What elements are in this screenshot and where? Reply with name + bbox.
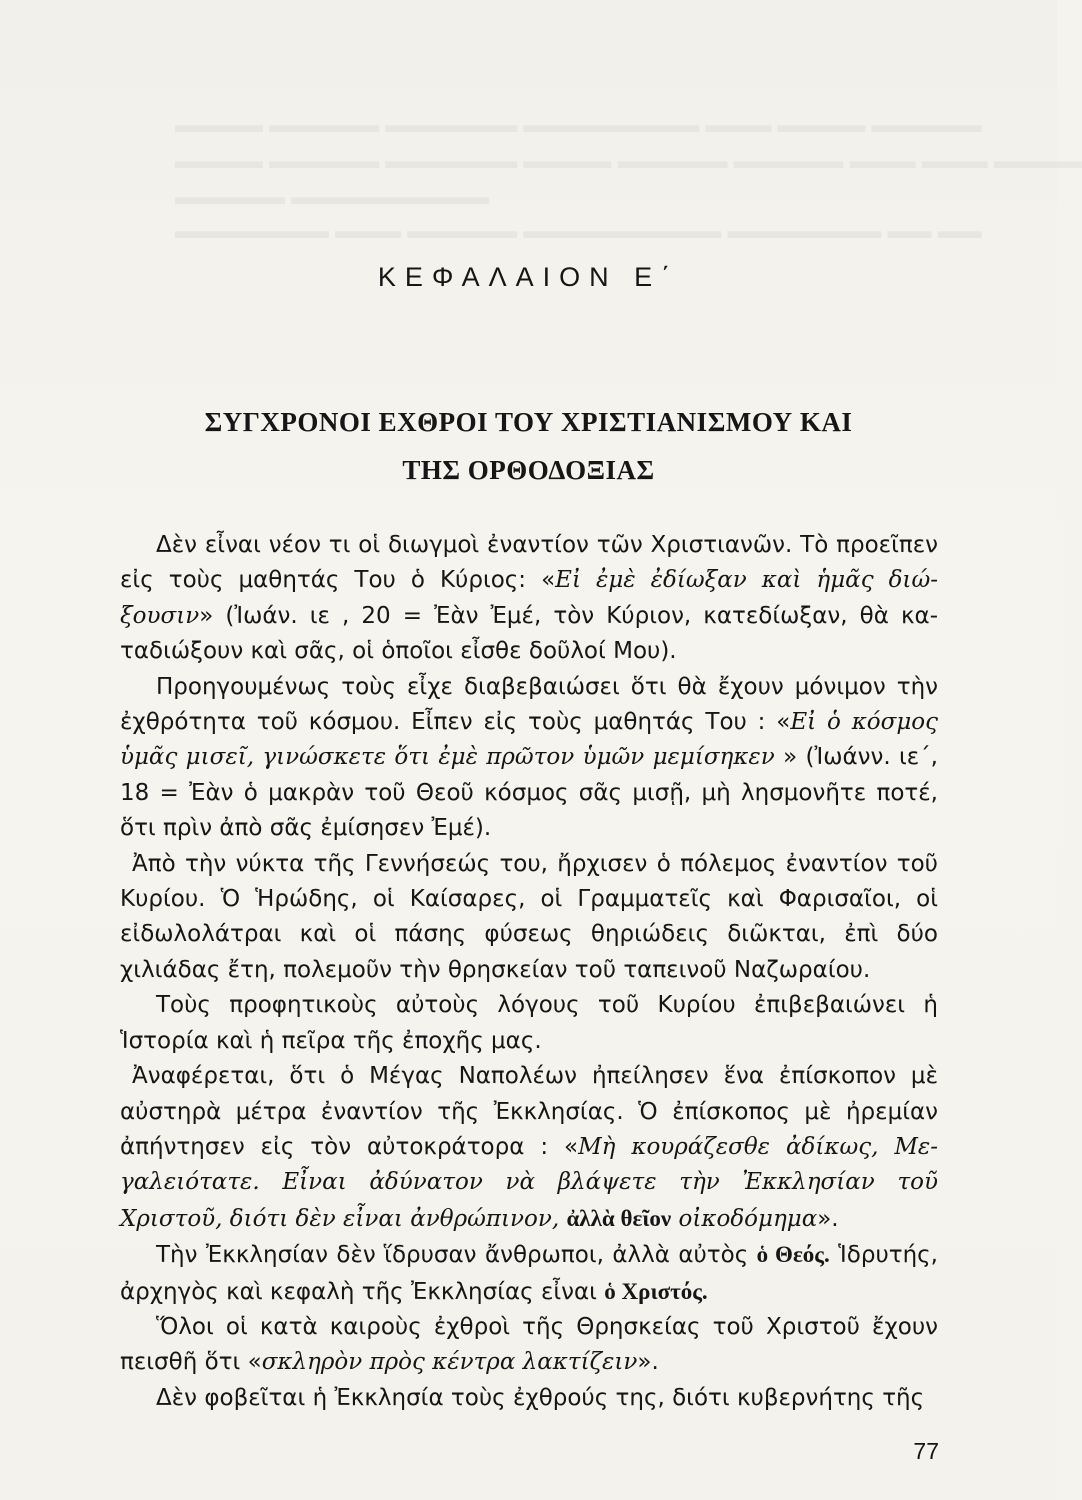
- paragraph: Τὴν Ἐκκλησίαν δὲν ἵδρυσαν ἄνθρωποι, ἀλλὰ αὐτὸς ὁ Θεός. Ἱδρυτής, ἀρχηγὸς καὶ κεφαλὴ τῆς Ἐκκλησίας εἶναι ὁ Χριστός.: [120, 1242, 938, 1305]
- paragraph: Δὲν φοβεῖται ἡ Ἐκκλησία τοὺς ἐχθρούς της, διότι κυβερνήτης τῆς: [156, 1384, 925, 1411]
- paragraph: Προηγουμένως τοὺς εἶχε διαβεβαιώσει ὅτι θὰ ἔχουν μόνιμον τὴν ἐχθρότητα τοῦ κόσμου. Εἶπεν εἰς τοὺς μαθητάς Του : «Εἰ ὁ κόσμος ὑμᾶς μισεῖ, γινώσκετε ὅτι ἐμὲ πρῶτον ὑμῶν μεμίσηκεν » (Ἰωάνν. ιε΄, 18 = Ἐὰν ὁ μακρὰν τοῦ Θεοῦ κόσμος σᾶς μισῇ, μὴ λησμονῆτε ποτέ, ὅτι πρὶν ἀπὸ σᾶς ἐμίσησεν Ἐμέ).: [120, 673, 938, 842]
- show-through-texture: ▬▬▬▬▬ ▬▬▬▬▬▬▬▬▬: [175, 184, 490, 209]
- body-text: [120, 528, 938, 1416]
- scripture-quote: Εἰ ὁ κόσμος ὑμᾶς μισεῖ, γινώσκετε ὅτι ἐμὲ πρῶτον ὑμῶν μεμίσηκεν: [120, 709, 938, 771]
- quote: οἰκοδόμημα: [671, 1205, 818, 1232]
- emphasis: ἀλλὰ θεῖον: [566, 1205, 672, 1231]
- show-through-texture: ▬▬▬▬ ▬▬▬▬▬ ▬▬▬▬▬▬ ▬▬▬▬ ▬▬▬▬▬ ▬▬▬▬▬ ▬▬▬ ▬▬▬ ▬▬▬▬: [175, 148, 1082, 173]
- emphasis: ὁ Θεός.: [756, 1242, 830, 1268]
- paragraph: Ἀπὸ τὴν νύκτα τῆς Γεννήσεώς του, ἤρχισεν ὁ πόλεμος ἐναντίον τοῦ Κυρίου. Ὁ Ἡρώδης, οἱ Καίσαρες, οἱ Γραμματεῖς καὶ Φαρισαῖοι, οἱ εἰδωλολάτραι καὶ οἱ πάσης φύσεως θηριώδεις διῶκται, ἐπὶ δύο χιλιάδας ἔτη, πολεμοῦν τὴν θρησκείαν τοῦ ταπεινοῦ Ναζωραίου.: [120, 850, 938, 983]
- paragraph: Τοὺς προφητικοὺς αὐτοὺς λόγους τοῦ Κυρίου ἐπιβεβαιώνει ἡ Ἱστορία καὶ ἡ πεῖρα τῆς ἐποχῆς μας.: [120, 992, 938, 1054]
- chapter-title-line: ΣΥΓΧΡΟΝΟΙ ΕΧΘΡΟΙ ΤΟΥ ΧΡΙΣΤΙΑΝΙΣΜΟΥ ΚΑΙ: [204, 407, 853, 437]
- chapter-heading: ΚΕΦΑΛΑΙΟΝ Ε΄: [377, 262, 680, 292]
- scripture-quote: Εἰ ἐμὲ ἐδίωξαν καὶ ἡμᾶς διώξουσιν: [120, 567, 938, 629]
- emphasis: ὁ Χριστός.: [604, 1278, 708, 1304]
- quote: σκληρὸν πρὸς κέντρα λακτίζειν: [261, 1349, 638, 1376]
- chapter-title: [120, 398, 937, 494]
- quote: Μὴ κουράζεσθε ἀδίκως, Μεγαλειότατε. Εἶναι ἀδύνατον νὰ βλάψετε τὴν Ἐκκλησίαν τοῦ Χριστοῦ, διότι δὲν εἶναι ἀνθρώπινον,: [120, 1133, 938, 1232]
- paragraph: Ἀναφέρεται, ὅτι ὁ Μέγας Ναπολέων ἠπείλησεν ἕνα ἐπίσκοπον μὲ αὐστηρὰ μέτρα ἐναντίον τῆς Ἐκκλησίας. Ὁ ἐπίσκοπος μὲ ἠρεμίαν ἀπήντησεν εἰς τὸν αὐτοκράτορα : «Μὴ κουράζεσθε ἀδίκως, Μεγαλειότατε. Εἶναι ἀδύνατον νὰ βλάψετε τὴν Ἐκκλησίαν τοῦ Χριστοῦ, διότι δὲν εἶναι ἀνθρώπινον, ἀλλὰ θεῖον οἰκοδόμημα».: [120, 1063, 938, 1232]
- chapter-title-line: ΤΗΣ ΟΡΘΟΔΟΞΙΑΣ: [402, 455, 655, 485]
- page-number: 77: [913, 1438, 939, 1464]
- show-through-texture: ▬▬▬▬ ▬▬▬▬▬ ▬▬▬▬▬▬ ▬▬▬▬▬▬▬▬ ▬▬▬ ▬▬▬▬ ▬▬▬▬▬: [175, 112, 982, 137]
- show-through-texture: ▬▬▬▬▬▬▬ ▬▬▬ ▬▬▬▬▬ ▬▬▬▬▬▬▬▬▬ ▬▬▬▬▬▬▬ ▬▬ ▬▬: [175, 218, 982, 243]
- paragraph: Δὲν εἶναι νέον τι οἱ διωγμοὶ ἐναντίον τῶν Χριστιανῶν. Τὸ προεῖπεν εἰς τοὺς μαθητάς Του ὁ Κύριος: «Εἰ ἐμὲ ἐδίωξαν καὶ ἡμᾶς διώξουσιν» (Ἰωάν. ιε , 20 = Ἐὰν Ἐμέ, τὸν Κύριον, κατεδίωξαν, θὰ καταδιώξουν καὶ σᾶς, οἱ ὁποῖοι εἶσθε δοῦλοί Μου).: [120, 532, 938, 665]
- paragraph: Ὅλοι οἱ κατὰ καιροὺς ἐχθροὶ τῆς Θρησκείας τοῦ Χριστοῦ ἔχουν πεισθῆ ὅτι «σκληρὸν πρὸς κέντρα λακτίζειν».: [120, 1313, 938, 1376]
